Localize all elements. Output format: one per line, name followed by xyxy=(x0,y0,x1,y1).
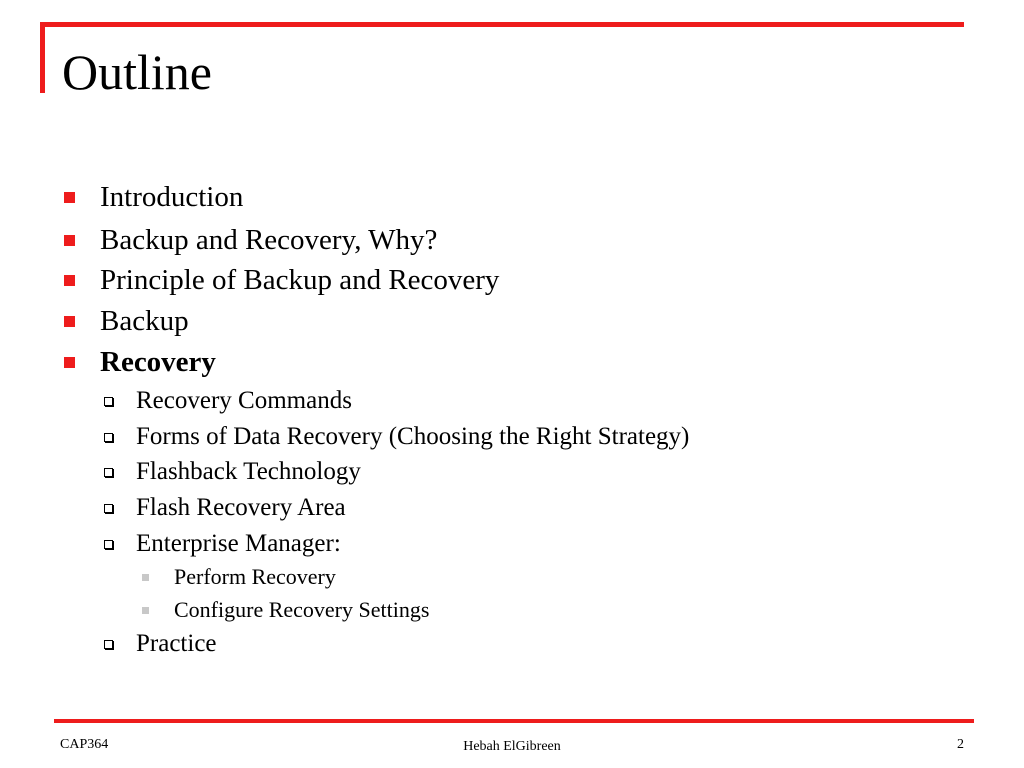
footer-accent-bar xyxy=(54,719,974,723)
outline-subsubitem xyxy=(142,562,336,592)
bullet-square-icon xyxy=(64,192,75,203)
gray-square-bullet-icon xyxy=(142,574,149,581)
footer-page-number: 2 xyxy=(957,737,964,752)
hollow-box-bullet-icon xyxy=(104,468,113,477)
outline-subitem xyxy=(104,527,341,561)
hollow-box-bullet-icon xyxy=(104,397,113,406)
slide-title: Outline xyxy=(62,44,212,100)
outline-item-label: Introduction xyxy=(100,180,244,213)
outline-subsubitem xyxy=(142,595,429,625)
outline-subitem xyxy=(104,627,217,661)
bullet-square-icon xyxy=(64,275,75,286)
outline-subitem xyxy=(104,420,689,454)
outline-item-label: Recovery xyxy=(100,345,216,378)
outline-item-label: Backup and Recovery, Why? xyxy=(100,223,438,256)
outline-subitem-label: Recovery Commands xyxy=(136,387,352,414)
footer-course-code: CAP364 xyxy=(60,737,109,752)
outline-subitem xyxy=(104,491,346,525)
hollow-box-bullet-icon xyxy=(104,540,113,549)
hollow-box-bullet-icon xyxy=(104,504,113,513)
outline-subitem xyxy=(104,455,361,489)
outline-item xyxy=(64,220,437,260)
footer-author: Hebah ElGibreen xyxy=(463,739,561,754)
outline-item-current xyxy=(64,342,216,382)
outline-item-label: Principle of Backup and Recovery xyxy=(100,263,500,296)
outline-subitem-label: Enterprise Manager: xyxy=(136,530,341,557)
outline-subitem xyxy=(104,384,352,418)
outline-item-label: Backup xyxy=(100,304,189,337)
outline-subsubitem-label: Configure Recovery Settings xyxy=(174,597,430,622)
bullet-square-icon xyxy=(64,357,75,368)
outline-subitem-label: Flash Recovery Area xyxy=(136,494,346,521)
gray-square-bullet-icon xyxy=(142,607,149,614)
hollow-box-bullet-icon xyxy=(104,640,113,649)
bullet-square-icon xyxy=(64,235,75,246)
outline-subsubitem-label: Perform Recovery xyxy=(174,564,336,589)
outline-item xyxy=(64,301,189,341)
outline-subitem-label: Forms of Data Recovery (Choosing the Right Strategy) xyxy=(136,423,690,450)
outline-subitem-label: Flashback Technology xyxy=(136,458,361,485)
hollow-box-bullet-icon xyxy=(104,433,113,442)
outline-item xyxy=(64,260,499,300)
outline-subitem-label: Practice xyxy=(136,630,217,657)
bullet-square-icon xyxy=(64,316,75,327)
outline-item xyxy=(64,177,243,217)
